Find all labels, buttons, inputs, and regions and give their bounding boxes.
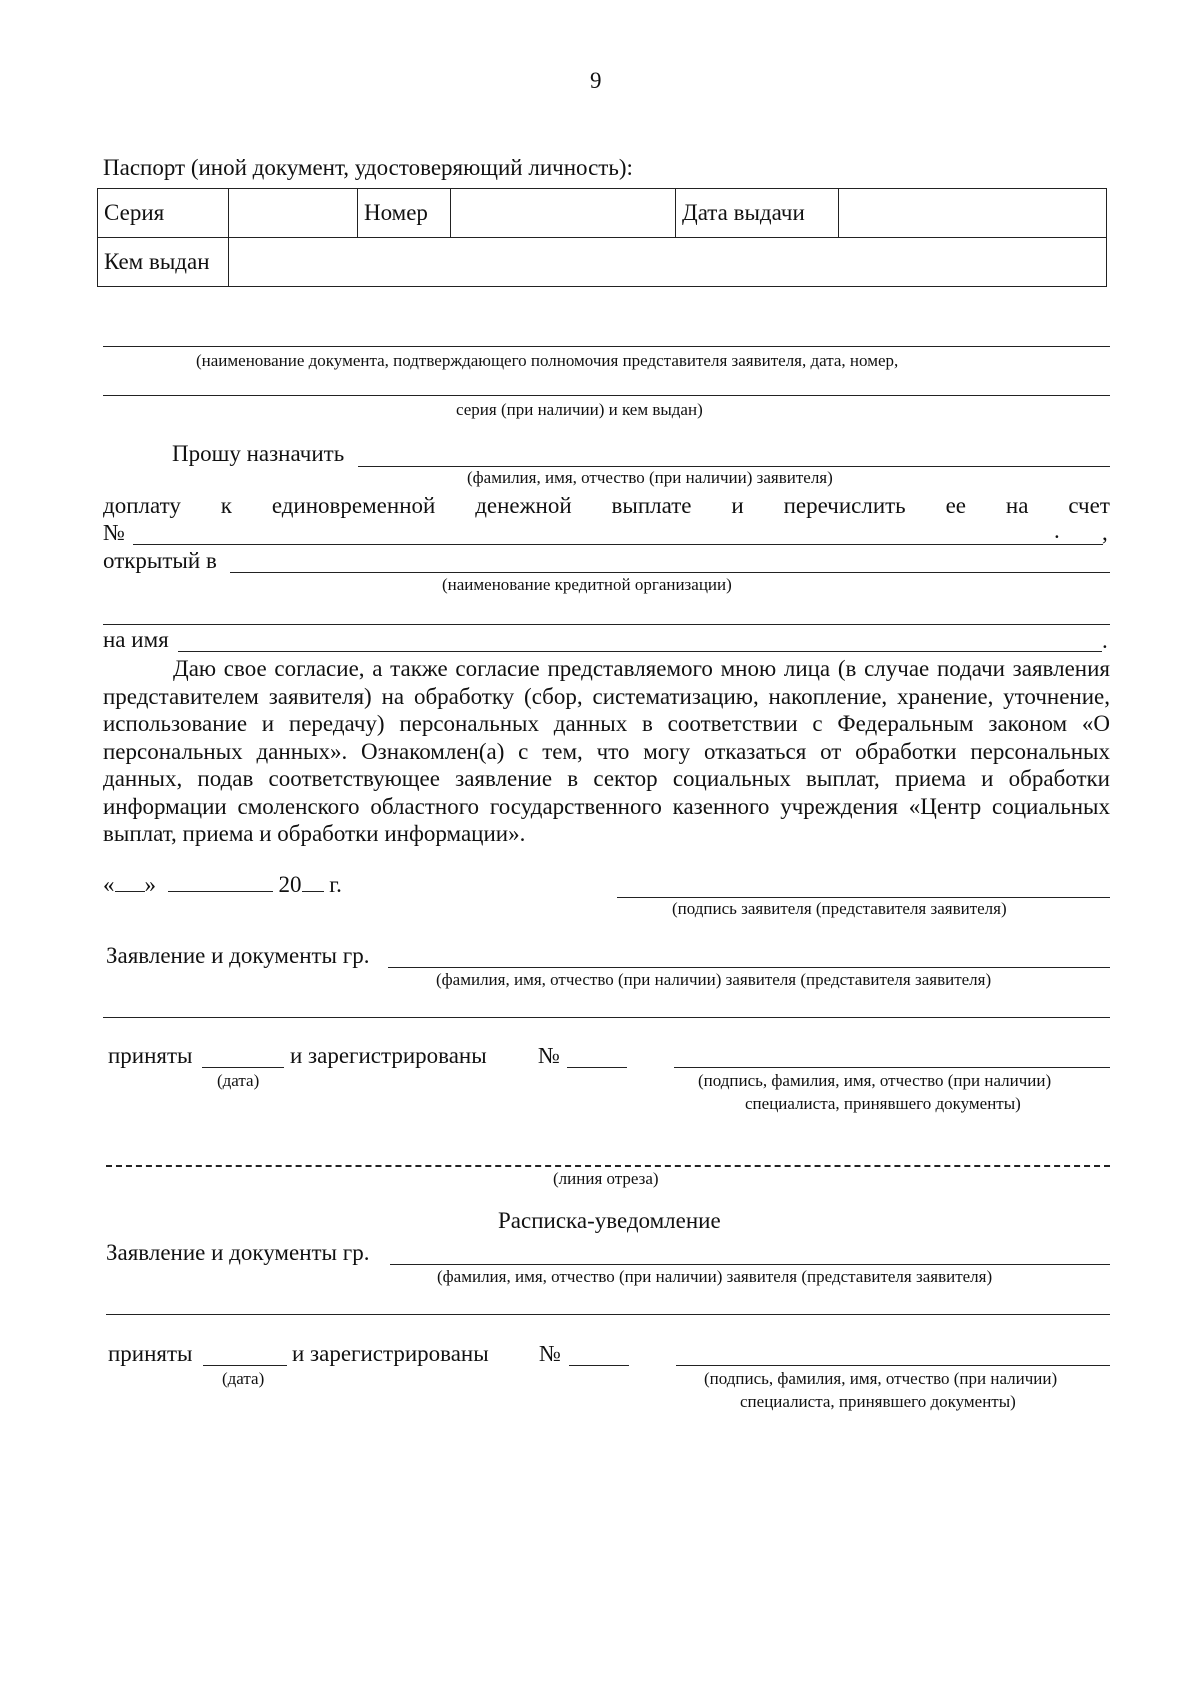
passport-heading: Паспорт (иной документ, удостоверяющий личность): <box>103 155 633 180</box>
rep-doc-line-2[interactable] <box>103 395 1110 396</box>
docs-name-line[interactable] <box>388 967 1110 968</box>
specialist-signature-line[interactable] <box>674 1067 1110 1068</box>
issued-by-label: Кем выдан <box>98 238 229 287</box>
accepted-label: приняты <box>108 1043 193 1068</box>
docs-label: Заявление и документы гр. <box>106 943 370 968</box>
passport-table <box>97 188 1107 287</box>
name-label: на имя <box>103 627 169 652</box>
assign-label: Прошу назначить <box>172 441 345 466</box>
reg-number-label: № <box>538 1043 560 1068</box>
docs-name-line-2[interactable] <box>103 1017 1110 1018</box>
applicant-caption: (фамилия, имя, отчество (при наличии) заявителя) <box>467 468 833 487</box>
word: выплате <box>611 493 692 518</box>
rep-doc-line-1[interactable] <box>103 346 1110 347</box>
account-holder-line[interactable] <box>178 651 1102 652</box>
word: ее <box>945 493 966 518</box>
number-label: Номер <box>358 189 451 238</box>
series-label: Серия <box>98 189 229 238</box>
year-prefix: 20 <box>278 872 302 897</box>
applicant-signature-caption: (подпись заявителя (представителя заявителя) <box>672 899 1007 918</box>
date-line <box>103 872 342 898</box>
open-quote: « <box>103 872 115 897</box>
specialist-caption-1: (подпись, фамилия, имя, отчество (при наличии) <box>698 1071 1052 1090</box>
word: единовременной <box>271 493 436 518</box>
opened-in-label: открытый в <box>103 548 217 573</box>
docs-caption: (фамилия, имя, отчество (при наличии) заявителя (представителя заявителя) <box>437 1267 993 1286</box>
issued-by-field[interactable] <box>229 238 1107 287</box>
word: на <box>1005 493 1029 518</box>
rep-doc-caption-1: (наименование документа, подтверждающего полномочия представителя заявителя, дата, номер, <box>196 351 899 370</box>
name-end: . <box>1102 628 1108 653</box>
consent-block <box>103 655 1110 848</box>
registered-label: и зарегистрированы <box>290 1043 487 1068</box>
issue-date-label: Дата выдачи <box>676 189 839 238</box>
docs-name-line[interactable] <box>390 1264 1110 1265</box>
specialist-caption-1: (подпись, фамилия, имя, отчество (при наличии) <box>704 1369 1058 1388</box>
word: перечислить <box>783 493 906 518</box>
account-comma: , <box>1102 520 1108 545</box>
date-caption: (дата) <box>222 1369 265 1388</box>
specialist-caption-2: специалиста, принявшего документы) <box>745 1094 1021 1113</box>
reg-number-line[interactable] <box>567 1067 627 1068</box>
number-field[interactable] <box>451 189 676 238</box>
cut-line <box>106 1165 1110 1167</box>
reg-number-line[interactable] <box>569 1365 629 1366</box>
specialist-signature-line[interactable] <box>676 1365 1110 1366</box>
word: и <box>731 493 744 518</box>
year-field[interactable] <box>302 891 324 892</box>
bank-caption: (наименование кредитной организации) <box>442 575 732 594</box>
account-line[interactable] <box>133 544 1103 545</box>
rep-doc-caption-2: серия (при наличии) и кем выдан) <box>456 400 703 419</box>
date-caption: (дата) <box>217 1071 260 1090</box>
request-sentence <box>103 493 1110 519</box>
account-dot: . <box>1054 518 1060 543</box>
consent-paragraph: Даю свое согласие, а также согласие представляемого мною лица (в случае подачи заявления представителем заявителя) на обработку (сбор, систематизацию, накопление, хранение, уточнение, использование и передачу) персональных данных в соответствии с Федеральным законом «О персональных данных». Ознакомлен(а) с тем, что могу отказаться от обработки персональных данных, подав соответствующее заявление в сектор социальных выплат, приема и обработки информации смоленского областного государственного казенного учреждения «Центр социальных выплат, приема и обработки информации». <box>103 656 1110 846</box>
accepted-date-line[interactable] <box>203 1365 287 1366</box>
word: к <box>220 493 232 518</box>
applicant-name-line[interactable] <box>358 466 1110 467</box>
bank-line-2[interactable] <box>103 624 1110 625</box>
issue-date-field[interactable] <box>839 189 1107 238</box>
cut-line-caption: (линия отреза) <box>553 1169 659 1188</box>
docs-caption: (фамилия, имя, отчество (при наличии) заявителя (представителя заявителя) <box>436 970 992 989</box>
word: счет <box>1068 493 1110 518</box>
word: денежной <box>475 493 572 518</box>
word: доплату <box>103 493 181 518</box>
page-number: 9 <box>590 68 602 93</box>
docs-label: Заявление и документы гр. <box>106 1240 370 1265</box>
close-quote: » <box>144 872 156 897</box>
registered-label: и зарегистрированы <box>292 1341 489 1366</box>
specialist-caption-2: специалиста, принявшего документы) <box>740 1392 1016 1411</box>
series-field[interactable] <box>229 189 358 238</box>
accepted-label: приняты <box>108 1341 193 1366</box>
year-suffix: г. <box>329 872 342 897</box>
applicant-signature-line[interactable] <box>617 897 1110 898</box>
bank-line[interactable] <box>230 572 1110 573</box>
account-label: № <box>103 520 125 545</box>
day-field[interactable] <box>115 891 145 892</box>
notice-title: Расписка-уведомление <box>498 1208 721 1233</box>
month-field[interactable] <box>168 891 273 892</box>
accepted-date-line[interactable] <box>202 1067 284 1068</box>
reg-number-label: № <box>539 1341 561 1366</box>
docs-name-line-2[interactable] <box>106 1314 1110 1315</box>
